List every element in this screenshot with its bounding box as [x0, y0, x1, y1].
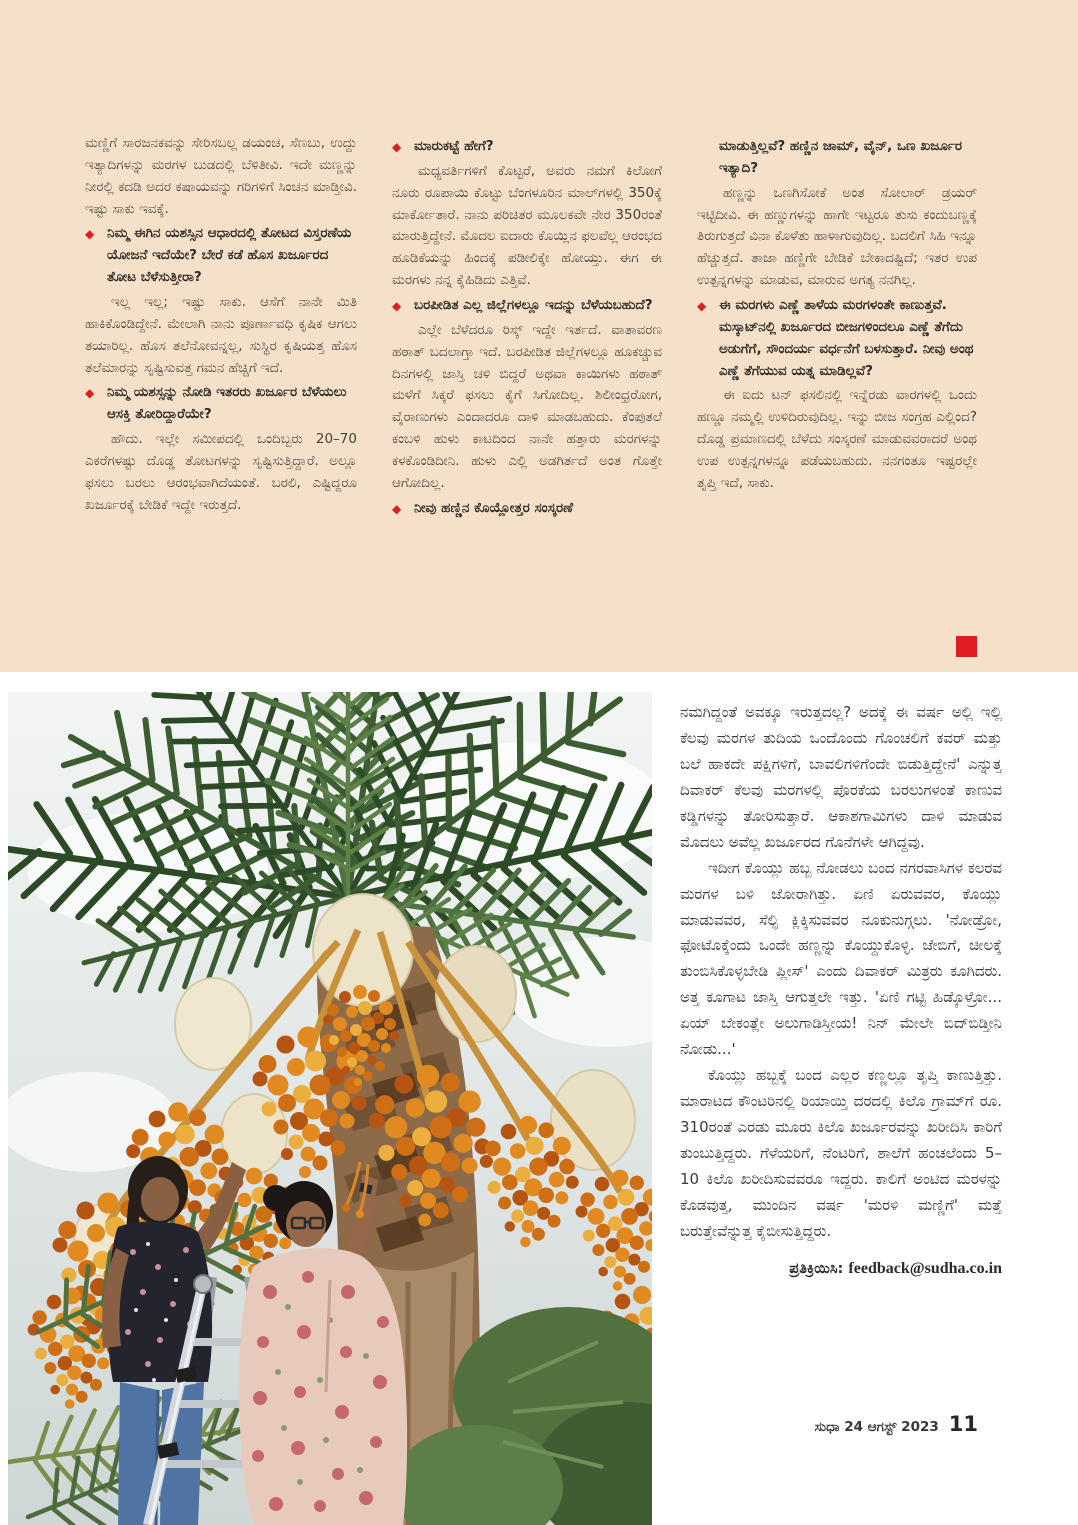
qa-question-text: ನಿಮ್ಮ ಈಗಿನ ಯಶಸ್ಸಿನ ಆಧಾರದಲ್ಲಿ ತೋಟದ ವಿಸ್ತರಣೆಯ ಯೋಜನೆ ಇದೆಯೇ? ಬೇರೆ ಕಡೆ ಹೊಸ ಖರ್ಜೂರದ ತೋಟ ಬೆಳೆಸುತ್ತೀರಾ?	[107, 225, 352, 286]
harvest-photo	[8, 692, 652, 1525]
qa-paragraph: ಹೌದು. ಇಲ್ಲೇ ಸಮೀಪದಲ್ಲಿ ಒಂದಿಬ್ಬರು 20–70 ಎಕರೆಗಳಷ್ಟು ದೊಡ್ಡ ತೋಟಗಳನ್ನು ಸೃಷ್ಟಿಸುತ್ತಿದ್ದಾರೆ. ಅಲ್ಲೂ ಫಸಲು ಬರಲು ಆರಂಭವಾಗಿದೆಯಂತೆ. ಬರಲಿ, ಎಷ್ಟಿದ್ದರೂ ಖರ್ಜೂರಕ್ಕೆ ಬೇಡಿಕೆ ಇದ್ದೇ ಇರುತ್ತದೆ.	[85, 431, 357, 513]
article-text-column	[680, 700, 1002, 1420]
feedback-line	[680, 1255, 1002, 1283]
qa-paragraph: ಮಣ್ಣಿಗೆ ಸಾರಜನಕವನ್ನು ಸೇರಿಸಬಲ್ಲ ಡಯಂಚ, ಸೆಣಬು, ಉದ್ದು ಇತ್ಯಾದಿಗಳನ್ನು ಮರಗಳ ಬುಡದಲ್ಲಿ ಬೆಳಿತೀವಿ. ಇದೇ ಮಣ್ಣನ್ನು ನೀರಲ್ಲಿ ಕದಡಿ ಅದರ ಕಷಾಯವನ್ನು ಗರಿಗಳಿಗೆ ಸಿಂಚನ ಮಾಡ್ತೀವಿ. ಇಷ್ಟು ಸಾಕು ಇವಕ್ಕೆ.	[85, 135, 357, 217]
diamond-bullet-icon: ◆	[392, 140, 402, 154]
diamond-bullet-icon: ◆	[392, 501, 402, 516]
ladder-hinge	[194, 1275, 212, 1293]
qa-question	[85, 223, 357, 289]
page-number: 11	[948, 1412, 978, 1436]
article-paragraph: ಕೊಯ್ಲು ಹಬ್ಬಕ್ಕೆ ಬಂದ ಎಲ್ಲರ ಕಣ್ಣಲ್ಲೂ ತೃಪ್ತಿ ಕಾಣುತ್ತಿತ್ತು. ಮಾರಾಟದ ಕೌಂಟರಿನಲ್ಲಿ ರಿಯಾಯ್ತಿ ದರದಲ್ಲಿ ಕಿಲೊ ಗ್ರಾಮ್‌ಗೆ ರೂ. 310ರಂತೆ ಎರಡು ಮೂರು ಕಿಲೊ ಖರ್ಜೂರವನ್ನು ಖರೀದಿಸಿ ಕಾರಿಗೆ ತುಂಬುತ್ತಿದ್ದರು. ಗೆಳೆಯರಿಗೆ, ನೆಂಟರಿಗೆ, ಶಾಲೆಗೆ ಹಂಚಲೆಂದು 5–10 ಕಿಲೊ ಖರೀದಿಸುವವರೂ ಇದ್ದರು. ಕಾಲಿಗೆ ಅಂಟಿದ ಮರಳನ್ನು ಕೊಡವುತ್ತ, ಮುಂದಿನ ವರ್ಷ 'ಮರಳಿ ಮಣ್ಣಿಗೆ' ಮತ್ತೆ ಬರುತ್ತೇವೆನ್ನುತ್ತ ಕೈಬೀಸುತ್ತಿದ್ದರು.	[680, 1066, 1002, 1240]
qa-question	[392, 136, 662, 158]
feedback-label: ಪ್ರತಿಕ್ರಿಯಿಸಿ:	[789, 1260, 844, 1277]
qa-question	[392, 498, 662, 520]
article-paragraph: ನಮಗಿದ್ದಂತೆ ಅವಕ್ಕೂ ಇರುತ್ತದಲ್ಲ? ಅದಕ್ಕೆ ಈ ವರ್ಷ ಅಲ್ಲಿ ಇಲ್ಲಿ ಕೆಲವು ಮರಗಳ ತುದಿಯ ಒಂದೊಂದು ಗೊಂಚಲಿಗೆ ಕವರ್ ಮತ್ತು ಬಲೆ ಹಾಕದೇ ಪಕ್ಷಿಗಳಿಗೆ, ಬಾವಲಿಗಳಿಗೆಂದೇ ಬಿಡುತ್ತಿದ್ದೇನೆ' ಎನ್ನುತ್ತ ದಿವಾಕರ್ ಕೆಲವು ಮರಗಳಲ್ಲಿ ಪೊರಕೆಯ ಬರಲುಗಳಂತೆ ಕಾಣುವ ಕಡ್ಡಿಗಳನ್ನು ತೋರಿಸುತ್ತಾರೆ. ಆಕಾಶಗಾಮಿಗಳು ದಾಳಿ ಮಾಡುವ ಮೊದಲು ಅವೆಲ್ಲ ಖರ್ಜೂರದ ಗೊನೆಗಳೇ ಆಗಿದ್ದವು.	[680, 703, 1002, 851]
qa-question-text: ಬರಪೀಡಿತ ಎಲ್ಲ ಜಿಲ್ಲೆಗಳಲ್ಲೂ ಇದನ್ನು ಬೆಳೆಯಬಹುದೆ?	[414, 297, 653, 314]
qa-question-text: ಮಾರುಕಟ್ಟೆ ಹೇಗೆ?	[414, 138, 494, 154]
diamond-bullet-icon: ◆	[85, 227, 95, 242]
qa-column-2	[392, 133, 662, 663]
qa-paragraph: ಮಧ್ಯವರ್ತಿಗಳಿಗೆ ಕೊಟ್ಟರೆ, ಅವರು ನಮಗೆ ಕಿಲೋಗೆ ನೂರು ರೂಪಾಯಿ ಕೊಟ್ಟು ಬೆಂಗಳೂರಿನ ಮಾಲ್‌ಗಳಲ್ಲಿ 350ಕ್ಕೆ ಮಾರ್ಕೋತಾರೆ. ನಾನು ಪರಿಚಿತರ ಮೂಲಕವೇ ನೇರ 350ರಂತೆ ಮಾರುತ್ತಿದ್ದೇನೆ. ಮೊದಲ ಐದಾರು ಕೊಯ್ಲಿನ ಫಲವೆಲ್ಲ ಆರಂಭದ ಹೂಡಿಕೆಯನ್ನು ಹಿಂದಕ್ಕೆ ಪಡೀಲಿಕ್ಕೇ ಹೋಯ್ತು. ಈಗ ಈ ಮರಗಳು ನನ್ನ ಕೈಹಿಡಿದು ಎತ್ತಿವೆ.	[392, 162, 662, 289]
qa-question	[697, 295, 977, 382]
qa-paragraph: ಎಲ್ಲೇ ಬೆಳೆದರೂ ರಿಸ್ಕ್ ಇದ್ದೇ ಇರ್ತದೆ. ವಾತಾವರಣ ಹಠಾತ್ ಬದಲಾಗ್ತಾ ಇದೆ. ಬರಪೀಡಿತ ಜಿಲ್ಲೆಗಳಲ್ಲೂ ಹೂಕಚ್ಚುವ ದಿನಗಳಲ್ಲಿ ಜಾಸ್ತಿ ಚಳಿ ಬಿದ್ದರೆ ಅಥವಾ ಕಾಯಿಗಳು ಹಠಾತ್ ಮಳೆಗೆ ಸಿಕ್ಕರೆ ಫಸಲು ಕೈಗೆ ಸಿಗೋದಿಲ್ಲ. ಶಿಲೀಂಧ್ರರೋಗ, ವೈರಾಣುಗಳು ಎಂದಾದರೂ ದಾಳಿ ಮಾಡಬಹುದು. ಕೆಂಪುತಲೆ ಕಂಬಳಿ ಹುಳು ಕಾಟದಿಂದ ನಾನೇ ಹತ್ತಾರು ಮರಗಳನ್ನು ಕಳಕೊಂಡಿದೀನಿ. ಹುಳು ಎಲ್ಲಿ ಅಡಗಿರ್ತದೆ ಅಂತ ಗೊತ್ತೇ ಆಗೋದಿಲ್ಲ.	[392, 321, 662, 491]
qa-paragraph: ಹಣ್ಣನ್ನು ಒಣಗಿಸೋಕೆ ಅಂತ ಸೋಲಾರ್ ಡ್ರಯರ್ ಇಟ್ಟಿದೀವಿ. ಈ ಹಣ್ಣುಗಳನ್ನು ಹಾಗೇ ಇಟ್ಟರೂ ತುಸು ಕಂದುಬಣ್ಣಕ್ಕೆ ತಿರುಗುತ್ತದೆ ವಿನಾ ಕೊಳೆತು ಹಾಳಾಗುವುದಿಲ್ಲ. ಬದಲಿಗೆ ಸಿಹಿ ಇನ್ನೂ ಹೆಚ್ಚುತ್ತದೆ. ತಾಜಾ ಹಣ್ಣಿಗೇ ಬೇಡಿಕೆ ಬೇಕಾದಷ್ಟಿದೆ; ಇತರ ಉಪ ಉತ್ಪನ್ನಗಳನ್ನು ಮಾಡುವ, ಮಾರುವ ಅಗತ್ಯ ನನಗಿಲ್ಲ.	[697, 184, 977, 289]
magazine-name-and-date: ಸುಧಾ 24 ಆಗಸ್ಟ್ 2023	[814, 1419, 939, 1435]
feedback-email: feedback@sudha.co.in	[848, 1259, 1002, 1277]
article-paragraph: ಇದೀಗ ಕೊಯ್ಲು ಹಬ್ಬ ನೋಡಲು ಬಂದ ನಗರವಾಸಿಗಳ ಕಲರವ ಮರಗಳ ಬಳಿ ಜೋರಾಗಿತ್ತು. ಏಣಿ ಏರುವವರ, ಕೊಯ್ಲು ಮಾಡುವವರ, ಸೆಲ್ಫಿ ಕ್ಲಿಕ್ಕಿಸುವವರ ನೂಕುನುಗ್ಗಲು. 'ನೋಡ್ರೋ, ಫೋಟೊಕ್ಕೆಂದು ಒಂದೇ ಹಣ್ಣನ್ನು ಕೊಯ್ದುಕೊಳ್ಳಿ. ಜೇಬಿಗೆ, ಚೀಲಕ್ಕೆ ತುಂಬಿಸಿಕೊಳ್ಳಬೇಡಿ ಪ್ಲೀಸ್' ಎಂದು ದಿವಾಕರ್ ಮಿತ್ರರು ಕೂಗಿದರು. ಅತ್ತ ಕೂಗಾಟ ಜಾಸ್ತಿ ಆಗುತ್ತಲೇ ಇತ್ತು. 'ಏಣಿ ಗಟ್ಟಿ ಹಿಡ್ಕೊಳ್ರೋ... ಏಯ್ ಬೇಕಂತ್ಲೇ ಅಲುಗಾಡಿಸ್ತೀಯ! ನಿನ್ ಮೇಲೇ ಬಿದ್‌ಬಿಡ್ತೀನಿ ನೋಡು...'	[680, 858, 1002, 1059]
qa-question-text: ಈ ಮರಗಳು ಎಣ್ಣೆ ತಾಳೆಯ ಮರಗಳಂತೇ ಕಾಣುತ್ತವೆ. ಮಸ್ಕಾಟ್‌ನಲ್ಲಿ ಖರ್ಜೂರದ ಬೀಜಗಳಿಂದಲೂ ಎಣ್ಣೆ ತೆಗೆದು ಅಡುಗೆಗೆ, ಸೌಂದರ್ಯ ವರ್ಧನೆಗೆ ಬಳಸುತ್ತಾರೆ. ನೀವು ಅಂಥ ಎಣ್ಣೆ ತೆಗೆಯುವ ಯತ್ನ ಮಾಡಿಲ್ಲವೆ?	[719, 297, 974, 379]
qa-question	[392, 295, 662, 317]
qa-question-text: ಮಾಡುತ್ತಿಲ್ಲವೆ? ಹಣ್ಣಿನ ಜಾಮ್, ವೈನ್, ಒಣ ಖರ್ಜೂರ ಇತ್ಯಾದಿ?	[719, 138, 962, 176]
diamond-bullet-icon: ◆	[392, 299, 402, 314]
page-footer	[815, 1412, 978, 1436]
qa-paragraph: ಈ ಐದು ಟನ್ ಫಸಲಿನಲ್ಲಿ ಇನ್ನೆರಡು ವಾರಗಳಲ್ಲಿ ಒಂದು ಹಣ್ಣೂ ನಮ್ಮಲ್ಲಿ ಉಳಿದಿರುವುದಿಲ್ಲ. ಇನ್ನು ಬೀಜ ಸಂಗ್ರಹ ಎಲ್ಲಿಂದ? ದೊಡ್ಡ ಪ್ರಮಾಣದಲ್ಲಿ ಬೆಳೆದು ಸಂಸ್ಕರಣೆ ಮಾಡುವವರಾದರೆ ಅಂಥ ಉಪ ಉತ್ಪನ್ನಗಳನ್ನೂ ಪಡೆಯಬಹುದು. ನನಗಂತೂ ಇಷ್ಟರಲ್ಲೇ ತೃಪ್ತಿ ಇದೆ, ಸಾಕು.	[697, 387, 977, 491]
qa-question-text: ನಿಮ್ಮ ಯಶಸ್ಸನ್ನು ನೋಡಿ ಇತರರು ಖರ್ಜೂರ ಬೆಳೆಯಲು ಆಸಕ್ತಿ ತೋರಿದ್ದಾರೆಯೇ?	[107, 384, 347, 423]
qa-column-1	[85, 133, 357, 663]
diamond-bullet-icon: ◆	[85, 386, 95, 401]
qa-question	[85, 382, 357, 426]
qa-question-text: ನೀವು ಹಣ್ಣಿನ ಕೊಯ್ಲೋತ್ತರ ಸಂಸ್ಕರಣೆ	[414, 499, 574, 516]
qa-interview-panel	[0, 0, 1078, 672]
qa-paragraph: ಇಲ್ಲ ಇಲ್ಲ; ಇಷ್ಟು ಸಾಕು. ಆಸೆಗೆ ನಾನೇ ಮಿತಿ ಹಾಕಿಕೊಂಡಿದ್ದೇನೆ. ಮೇಲಾಗಿ ನಾನು ಪೂರ್ಣಾವಧಿ ಕೃಷಿಕ ಆಗಲು ತಯಾರಿಲ್ಲ. ಹೊಸ ತಲೆನೋವನ್ನಲ್ಲ, ಸುಸ್ಥಿರ ಕೃಷಿಯತ್ತ ಹೊಸ ತಲೆಮಾರನ್ನು ಸೃಷ್ಟಿಸುವತ್ತ ಗಮನ ಹೆಚ್ಚಿಗೆ ಇದೆ.	[85, 294, 357, 376]
qa-question-continuation	[697, 136, 977, 180]
date-palm-harvest-illustration	[8, 692, 652, 1525]
qa-column-3	[697, 133, 977, 663]
diamond-bullet-icon: ◆	[697, 299, 707, 314]
article-end-marker	[956, 636, 977, 657]
